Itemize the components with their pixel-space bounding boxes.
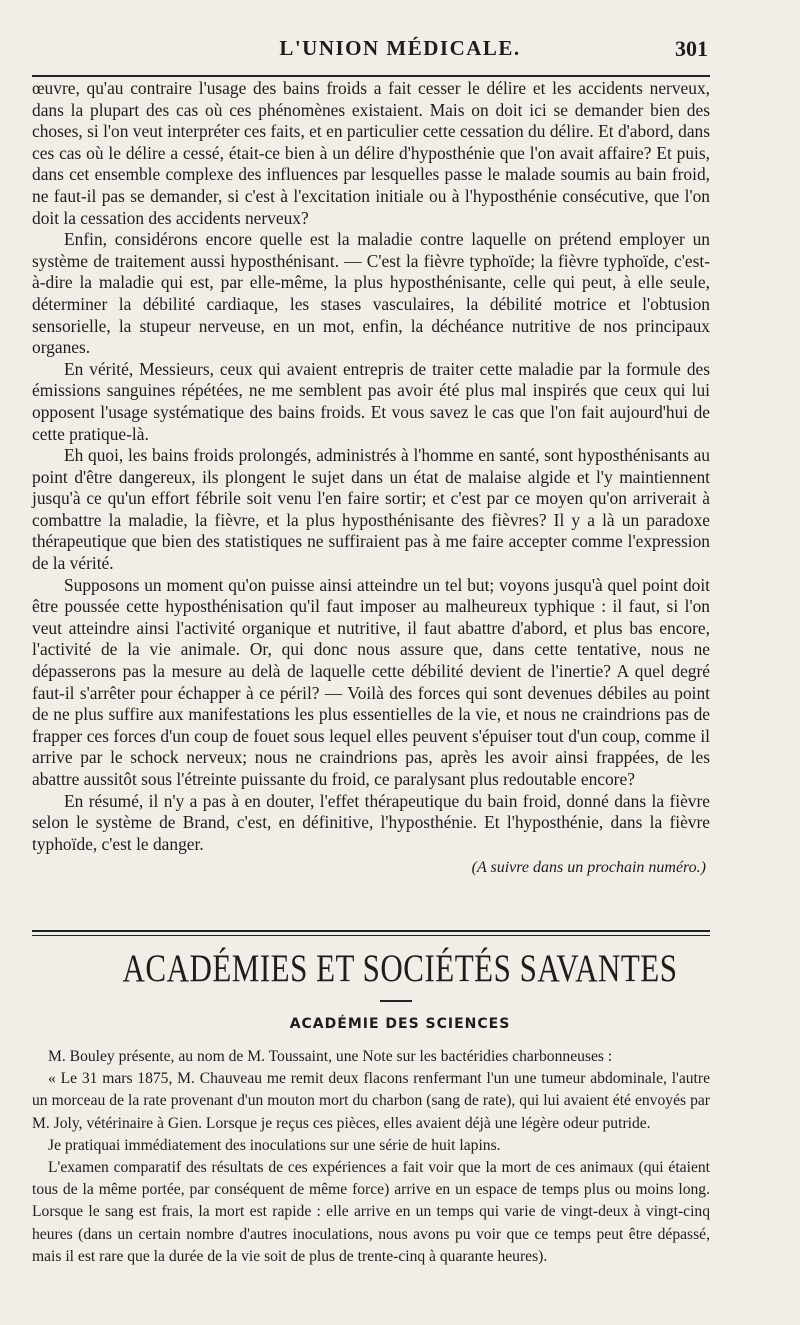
section-dash: [380, 1000, 412, 1002]
article-paragraph: Eh quoi, les bains froids prolongés, administrés à l'homme en santé, sont hyposthénisants au point d'être dangereux, ils plongent le sujet dans un état de malaise algide et l'y maintiennent jusqu'à ce qu'un effort fébrile soit venu l'en faire sortir; et c'est par ce moyen qu'on arriverait à combattre la maladie, la fièvre, et la plus hyposthénisante des fièvres? Il y a là un paradoxe thérapeutique que bien des statistiques ne suffiraient pas à me faire accepter comme l'expression de la vérité.: [32, 445, 710, 574]
section-rule: [32, 935, 710, 936]
continued-note: (A suivre dans un prochain numéro.): [471, 859, 706, 877]
section-paragraph: M. Bouley présente, au nom de M. Toussaint, une Note sur les bactéridies charbonneuses :: [48, 1048, 613, 1065]
section-paragraph: L'examen comparatif des résultats de ces expériences a fait voir que la mort de ces animaux (qui étaient tous de la même portée, par conséquent de même force) arrive en un espace de temps plus ou moins long. Lorsque le sang est frais, la mort est rapide : elle arrive en un temps qui varie de vingt-deux à vingt-cinq heures (dans un certain nombre d'autres inoculations, nous avons pu voir que ce temps peut être dépassé, mais il est rare que la durée de la vie soit de plus de trente-cinq à quarante heures).: [32, 1159, 710, 1265]
page-number: 301: [675, 36, 708, 61]
running-head: [0, 36, 800, 70]
header-rule: [32, 75, 710, 77]
section-rule: [32, 930, 710, 932]
section-paragraph: Je pratiquai immédiatement des inoculations sur une série de huit lapins.: [48, 1136, 501, 1154]
article-body: [32, 78, 710, 879]
section-paragraph: « Le 31 mars 1875, M. Chauveau me remit deux flacons renfermant l'un une tumeur abdominale, l'autre un morceau de la rate provenant d'un mouton mort du charbon (sang de rate), qui lui avaient été envoyés par M. Joly, vétérinaire à Gien. Lorsque je reçus ces pièces, elles avaient déjà une légère odeur putride.: [32, 1070, 710, 1132]
section-title: ACADÉMIES ET SOCIÉTÉS SAVANTES: [122, 946, 678, 990]
article-paragraph: œuvre, qu'au contraire l'usage des bains froids a fait cesser le délire et les accidents nerveux, dans la plupart des cas où ces phénomènes existaient. Mais on doit ici se demander bien des choses, si l'on veut interpréter ces faits, et en particulier cette cessation du délire. Et d'abord, dans ces cas où le délire a cessé, était-ce bien à un délire d'hyposthénie que l'on avait affaire? Et puis, dans cet ensemble complexe des influences par lesquelles passe le malade soumis au bain froid, ne faut-il pas se demander, si c'est à l'excitation initiale ou à l'hyposthénie consécutive, que l'on doit la cessation des accidents nerveux?: [32, 78, 710, 228]
article-paragraph: En résumé, il n'y a pas à en douter, l'effet thérapeutique du bain froid, donné dans la fièvre selon le système de Brand, c'est, en définitive, l'hyposthénie. Et l'hyposthénie, dans la fièvre typhoïde, c'est le danger.: [32, 790, 710, 854]
article-paragraph: En vérité, Messieurs, ceux qui avaient entrepris de traiter cette maladie par la formule des émissions sanguines répétées, ne me semblent pas avoir été plus mal inspirés que ceux qui lui opposent l'usage systématique des bains froids. Et vous savez le cas que l'on fait aujourd'hui de cette pratique-là.: [32, 358, 710, 444]
journal-title: L'UNION MÉDICALE.: [279, 36, 521, 60]
article-paragraph: Enfin, considérons encore quelle est la maladie contre laquelle on prétend employer un système de traitement aussi hyposthénisant. — C'est la fièvre typhoïde; la fièvre typhoïde, c'est-à-dire la maladie qui est, par elle-même, la plus hyposthénisante, celle qui peut, à elle seule, déterminer la débilité cardiaque, les stases vasculaires, la débilité motrice et l'obtusion sensorielle, la stupeur nerveuse, en un mot, enfin, la déchéance nutritive de nos principaux organes.: [32, 229, 710, 358]
section-subtitle: ACADÉMIE DES SCIENCES: [289, 1016, 511, 1032]
article-paragraph: Supposons un moment qu'on puisse ainsi atteindre un tel but; voyons jusqu'à quel point doit être poussée cette hyposthénisation qu'il faut imposer au malheureux typhique : il faut, si l'on veut atteindre ainsi l'activité organique et nutritive, il faut abattre d'abord, et plus bas encore, l'activité de la vie animale. Or, qui donc nous assure que, dans cette tentative, nous ne dépasserons pas la mesure au delà de laquelle cette débilité devient de l'inertie? A quel degré faut-il s'arrêter pour échapper à ce péril? — Voilà des forces qui sont devenues débiles au point de ne plus suffire aux manifestations les plus essentielles de la vie, et nous ne craindrions pas de frapper ces forces d'un coup de fouet sous lequel elles peuvent s'épuiser tout d'un coup, comme il arrive par le schock nerveux; nous ne craindrions pas, après les avoir ainsi frappées, de les abattre aussitôt sous l'étreinte puissante du froid, ce paralysant plus redoutable encore?: [32, 574, 710, 789]
section-body: [32, 1046, 710, 1268]
